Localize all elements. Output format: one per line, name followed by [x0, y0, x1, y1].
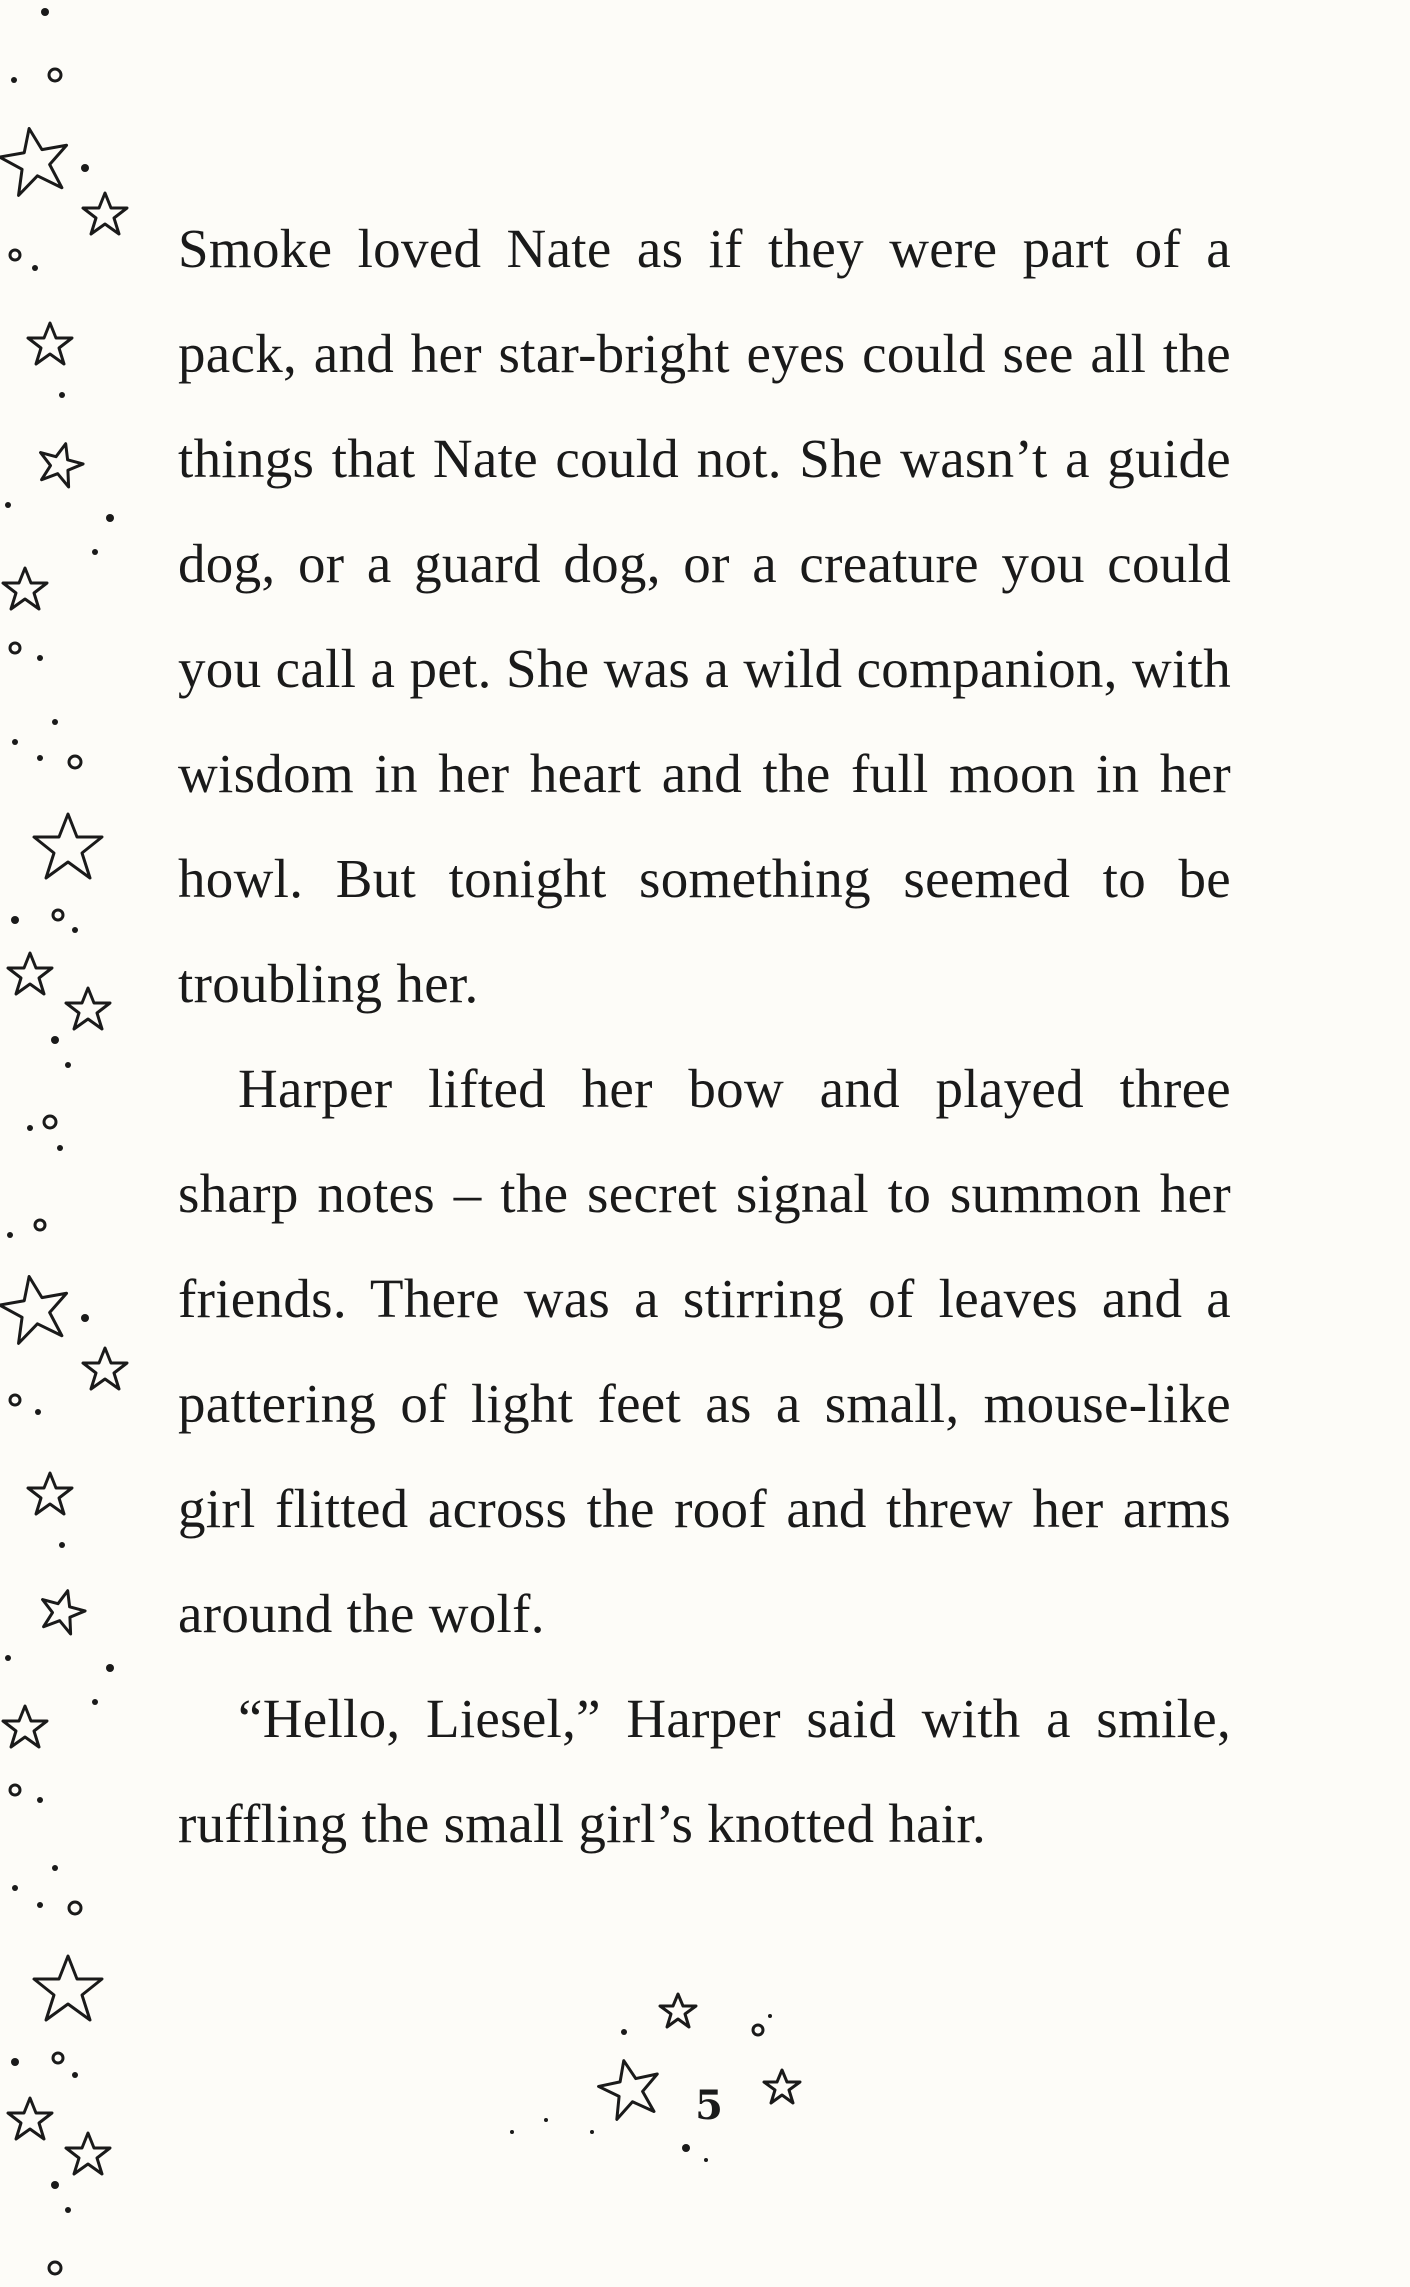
- paragraph-2: Harper lifted her bow and played three sharp notes – the secret signal to summon her friends. There was a stirring of leaves and a pattering of light feet as a small, mouse-like girl flitted across the roof and threw her arms around the wolf.: [178, 1058, 1231, 1644]
- paragraph-1: Smoke loved Nate as if they were part of a pack, and her star-bright eyes could see all the things that Nate could not. She wasn’t a guide dog, or a guard dog, or a creature you could you call a pet. She was a wild companion, with wisdom in her heart and the full moon in her howl. But tonight something seemed to be troubling her.: [178, 218, 1231, 1014]
- page-number-star-ornament: [500, 1990, 820, 2180]
- body-text: [178, 196, 1231, 1876]
- paragraph-3: “Hello, Liesel,” Harper said with a smile, ruffling the small girl’s knotted hair.: [178, 1688, 1231, 1854]
- page-number: 5: [695, 2082, 723, 2129]
- star-group-top: [0, 8, 127, 1151]
- star-group-bottom: [0, 1220, 127, 2274]
- star-border-decoration: [0, 0, 130, 2287]
